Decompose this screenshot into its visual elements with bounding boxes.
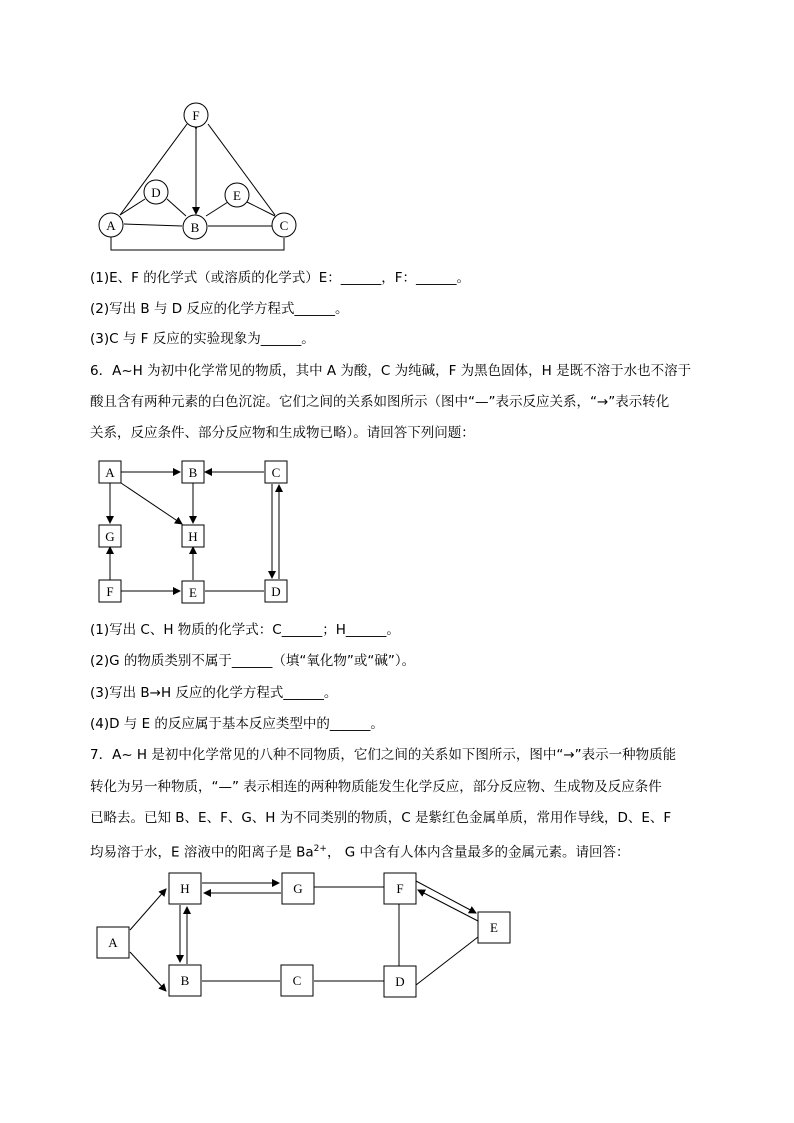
node-c-label: C [279,218,289,233]
edge-e-d3 [416,937,478,985]
box-c-label: C [271,465,281,480]
node-d-label: D [151,185,161,200]
q6-sub2: (2)G 的物质类别不属于______（填“氧化物”或“碱”）。 [90,653,416,669]
q7-stem-line2: 转化为另一种物质，“—” 表示相连的两种物质能发生化学反应，部分反应物、生成物及反应条件 [90,779,662,795]
edge-e-f3 [418,890,478,921]
q6-sub3: (3)写出 B→H 反应的化学方程式______。 [90,685,338,701]
node-e-label: E [233,188,241,203]
node-b-label: B [190,220,200,235]
edge-b-e [206,202,228,216]
q7-stem-line1: 7．A~ H 是初中化学常见的八种不同物质，它们之间的关系如下图所示，图中“→”表示一种物质能 [90,747,677,763]
box-h-label: H [188,529,198,544]
box-f-label: F [106,584,114,599]
edge-a-h2 [121,483,182,524]
node3-h-label: H [180,881,190,896]
node3-g-label: G [293,881,303,896]
edge-a-h3 [130,889,166,930]
node3-d-label: D [395,974,405,989]
q6-stem-line3: 关系，反应条件、部分反应物和生成物已略）。请回答下列问题： [90,425,475,441]
box-a-label: A [105,465,115,480]
node3-c-label: C [292,973,302,988]
box-b-label: B [188,465,198,480]
node-f-label: F [192,108,200,123]
diagram-network [97,873,510,997]
edge-a-b [124,224,182,226]
node3-a-label: A [108,935,118,950]
box-d-label: D [271,584,281,599]
edge-a-b3 [130,952,166,991]
q7-stem-line4 [90,839,629,863]
q5-sub1: (1)E、F 的化学式（或溶质的化学式）E：______，F：______。 [90,270,471,286]
q6-sub1: (1)写出 C、H 物质的化学式：C______；H______。 [90,622,400,638]
q7-stem-line4-sup: 2+ [313,844,327,854]
q6-sub4: (4)D 与 E 的反应属于基本反应类型中的______。 [90,716,384,732]
node3-f-label: F [396,881,404,896]
q5-sub3: (3)C 与 F 反应的实验现象为______。 [90,331,315,347]
q7-stem-line4-a: 均易溶于水，E 溶液中的阳离子是 Ba [90,844,314,861]
node3-e-label: E [490,920,498,935]
node-a-label: A [106,218,116,233]
edge-f-e3 [416,881,476,913]
box-e-label: E [189,585,197,600]
box-g-label: G [105,529,115,544]
q7-stem-line4-b: ， G 中含有人体内含量最多的金属元素。请回答： [326,844,630,861]
edge-d-b [167,199,186,216]
q5-sub2: (2)写出 B 与 D 反应的化学方程式______。 [90,301,349,317]
edge-a-d [120,199,145,215]
node3-b-label: B [180,973,190,988]
q6-stem-line1: 6．A~H 为初中化学常见的物质，其中 A 为酸，C 为纯碱，F 为黑色固体，H 是既不溶于水也不溶于 [90,363,692,379]
q6-stem-line2: 酸且含有两种元素的白色沉淀。它们之间的关系如图所示（图中“—”表示反应关系，“→”表示转化 [90,394,670,410]
q7-stem-line3: 已略去。已知 B、E、F、G、H 为不同类别的物质，C 是紫红色金属单质，常用作导线，D、E、F [90,810,672,826]
